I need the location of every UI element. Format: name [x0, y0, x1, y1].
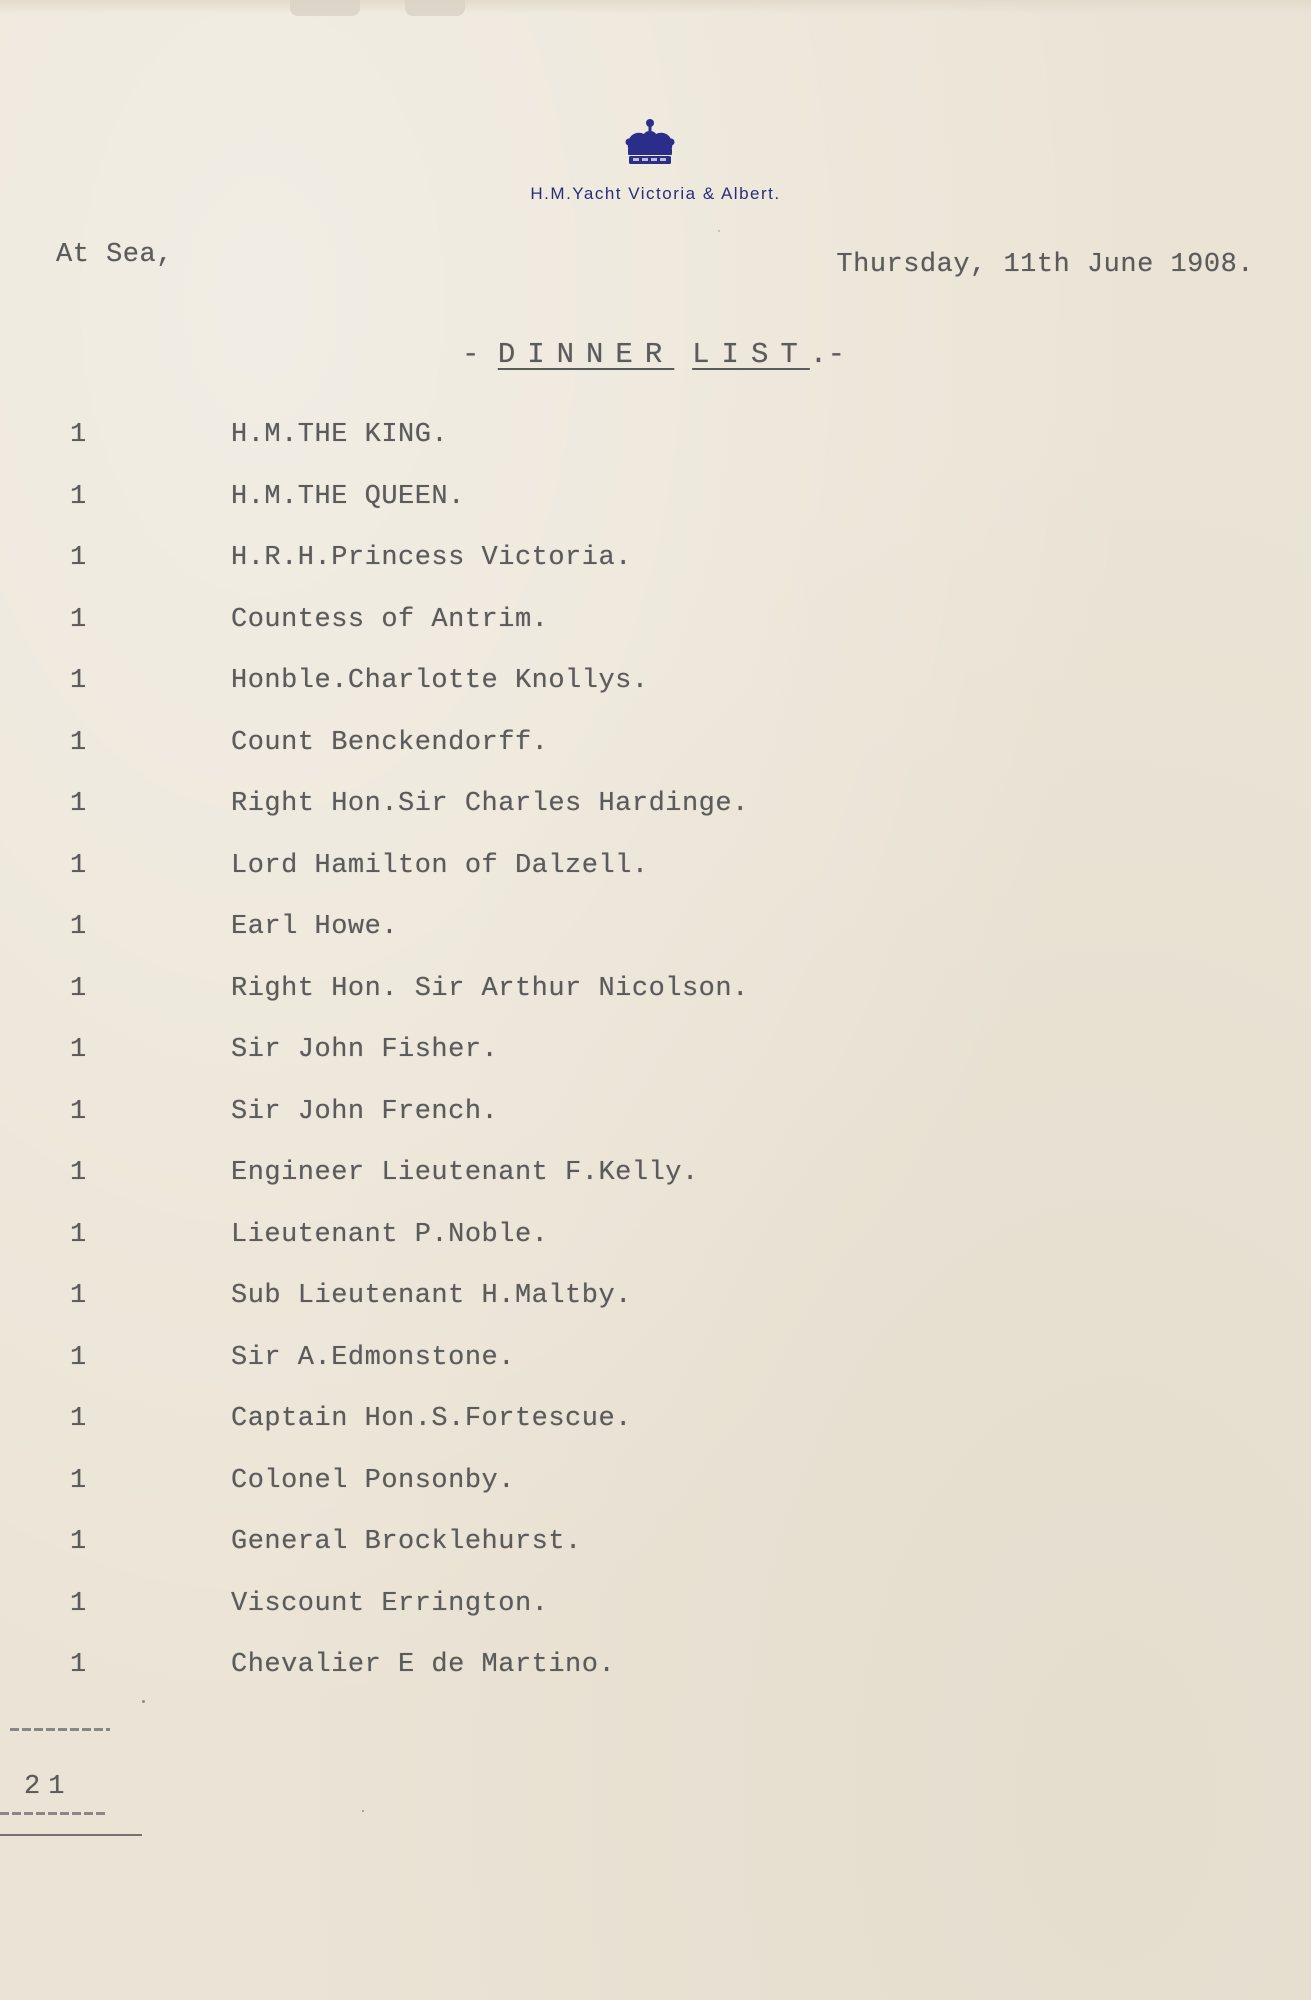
- guest-row: [0, 1589, 1311, 1651]
- guest-name: Sir A.Edmonstone.: [231, 1342, 515, 1373]
- guest-row: [0, 420, 1311, 482]
- page-top-edge: [0, 0, 1311, 14]
- guest-row: [0, 1404, 1311, 1466]
- guest-name: Sub Lieutenant H.Maltby.: [231, 1281, 632, 1311]
- guest-name: Right Hon.Sir Charles Hardinge.: [231, 789, 749, 819]
- guest-name: Captain Hon.S.Fortescue.: [231, 1404, 632, 1434]
- guest-count: 1: [70, 973, 87, 1004]
- guest-count: 1: [70, 1035, 87, 1065]
- total-count: 21: [24, 1772, 73, 1802]
- crown-icon: [624, 118, 676, 168]
- guest-count: 1: [70, 420, 87, 450]
- guest-row: [0, 1220, 1311, 1282]
- heading-word-dinner: DINNER: [497, 338, 675, 371]
- guest-count: 1: [70, 1281, 87, 1311]
- binding-tab: [405, 0, 465, 16]
- place-line: At Sea,: [56, 240, 173, 270]
- heading-prefix: -: [462, 338, 480, 371]
- guest-row: [0, 1035, 1311, 1097]
- paper-speck: [718, 230, 720, 232]
- guest-row: [0, 1097, 1311, 1159]
- guest-count: 1: [70, 543, 87, 573]
- guest-count: 1: [70, 604, 87, 635]
- guest-count: 1: [70, 1342, 87, 1373]
- letterhead-title: H.M.Yacht Victoria & Albert.: [530, 184, 781, 203]
- guest-row: [0, 1527, 1311, 1589]
- guest-name: Sir John French.: [231, 1096, 499, 1127]
- guest-name: Colonel Ponsonby.: [231, 1465, 515, 1496]
- paper-speck: [142, 1700, 145, 1703]
- total-rule-bottom: [0, 1834, 142, 1836]
- guest-count: 1: [70, 1527, 87, 1557]
- heading-suffix: .-: [809, 338, 846, 371]
- guest-count: 1: [70, 1465, 87, 1496]
- paper-speck: [362, 1810, 364, 1812]
- guest-count: 1: [70, 912, 87, 942]
- guest-row: [0, 1158, 1311, 1220]
- guest-count: 1: [70, 850, 87, 881]
- guest-row: [0, 605, 1311, 667]
- guest-count: 1: [70, 1096, 87, 1127]
- guest-name: H.M.THE QUEEN.: [231, 481, 465, 512]
- date-line: Thursday, 11th June 1908.: [836, 250, 1254, 280]
- guest-name: Engineer Lieutenant F.Kelly.: [231, 1158, 699, 1188]
- guest-count: 1: [70, 1158, 87, 1188]
- guest-row: [0, 851, 1311, 913]
- guest-row: [0, 728, 1311, 790]
- guest-row: [0, 912, 1311, 974]
- total-rule-mid: [0, 1812, 106, 1815]
- guest-count: 1: [70, 481, 87, 512]
- guest-count: 1: [70, 727, 87, 758]
- total-rule-top: [10, 1728, 110, 1731]
- heading-word-list: LIST: [692, 338, 810, 371]
- guest-count: 1: [70, 789, 87, 819]
- guest-count: 1: [70, 1404, 87, 1434]
- guest-name: Lieutenant P.Noble.: [231, 1219, 549, 1250]
- guest-name: Count Benckendorff.: [231, 727, 549, 758]
- guest-count: 1: [70, 1588, 87, 1619]
- guest-name: H.R.H.Princess Victoria.: [231, 543, 632, 573]
- guest-row: [0, 1466, 1311, 1528]
- guest-row: [0, 543, 1311, 605]
- binding-tab: [290, 0, 360, 16]
- guest-name: Viscount Errington.: [231, 1588, 549, 1619]
- guest-name: Sir John Fisher.: [231, 1035, 499, 1065]
- guest-name: Honble.Charlotte Knollys.: [231, 666, 649, 696]
- guest-count: 1: [70, 666, 87, 696]
- guest-name: Earl Howe.: [231, 912, 399, 942]
- guest-name: H.M.THE KING.: [231, 420, 449, 450]
- guest-name: Lord Hamilton of Dalzell.: [231, 850, 649, 881]
- guest-row: [0, 1281, 1311, 1343]
- guest-row: [0, 482, 1311, 544]
- dinner-list-heading: [462, 338, 846, 371]
- guest-name: General Brocklehurst.: [231, 1527, 582, 1557]
- guest-row: [0, 666, 1311, 728]
- guest-list: [0, 420, 1311, 1712]
- guest-row: [0, 789, 1311, 851]
- guest-count: 1: [70, 1219, 87, 1250]
- guest-row: [0, 974, 1311, 1036]
- guest-name: Countess of Antrim.: [231, 604, 549, 635]
- guest-name: Chevalier E de Martino.: [231, 1650, 616, 1680]
- guest-row: [0, 1343, 1311, 1405]
- guest-name: Right Hon. Sir Arthur Nicolson.: [231, 973, 749, 1004]
- guest-row: [0, 1650, 1311, 1712]
- guest-count: 1: [70, 1650, 87, 1680]
